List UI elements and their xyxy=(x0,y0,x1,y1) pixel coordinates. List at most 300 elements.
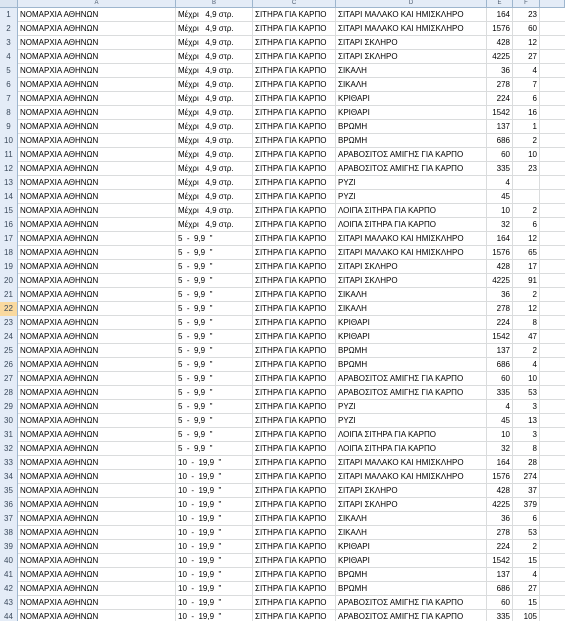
cell-b[interactable]: Μέχρι 4,9 στρ. xyxy=(176,134,253,147)
cell-e[interactable]: 1542 xyxy=(487,106,513,119)
cell-f[interactable]: 15 xyxy=(513,554,540,567)
cell-c[interactable]: ΣΙΤΗΡΑ ΓΙΑ ΚΑΡΠΟ xyxy=(253,568,336,581)
cell-d[interactable]: ΡΥΖΙ xyxy=(336,176,487,189)
cell-a[interactable]: ΝΟΜΑΡΧΙΑ ΑΘΗΝΩΝ xyxy=(18,526,176,539)
cell-e[interactable]: 1576 xyxy=(487,470,513,483)
row-number[interactable]: 37 xyxy=(0,512,18,526)
cell-g[interactable] xyxy=(540,232,565,245)
cell-b[interactable]: 5 - 9,9 " xyxy=(176,288,253,301)
cell-g[interactable] xyxy=(540,344,565,357)
cell-b[interactable]: 10 - 19,9 " xyxy=(176,470,253,483)
cell-f[interactable]: 15 xyxy=(513,596,540,609)
cell-f[interactable]: 65 xyxy=(513,246,540,259)
cell-e[interactable]: 686 xyxy=(487,582,513,595)
cell-a[interactable]: ΝΟΜΑΡΧΙΑ ΑΘΗΝΩΝ xyxy=(18,456,176,469)
cell-e[interactable]: 45 xyxy=(487,414,513,427)
cell-f[interactable]: 2 xyxy=(513,134,540,147)
cell-g[interactable] xyxy=(540,582,565,595)
cell-f[interactable]: 28 xyxy=(513,456,540,469)
cell-a[interactable]: ΝΟΜΑΡΧΙΑ ΑΘΗΝΩΝ xyxy=(18,540,176,553)
row-number[interactable]: 12 xyxy=(0,162,18,176)
cell-b[interactable]: 5 - 9,9 " xyxy=(176,302,253,315)
cell-g[interactable] xyxy=(540,456,565,469)
cell-d[interactable]: ΒΡΩΜΗ xyxy=(336,134,487,147)
cell-e[interactable]: 164 xyxy=(487,8,513,21)
cell-d[interactable]: ΒΡΩΜΗ xyxy=(336,582,487,595)
cell-b[interactable]: 5 - 9,9 " xyxy=(176,232,253,245)
cell-e[interactable]: 428 xyxy=(487,260,513,273)
cell-b[interactable]: 5 - 9,9 " xyxy=(176,372,253,385)
row-number[interactable]: 28 xyxy=(0,386,18,400)
cell-c[interactable]: ΣΙΤΗΡΑ ΓΙΑ ΚΑΡΠΟ xyxy=(253,414,336,427)
column-header-b[interactable]: B xyxy=(176,0,253,7)
cell-b[interactable]: 5 - 9,9 " xyxy=(176,316,253,329)
cell-d[interactable]: ΛΟΙΠΑ ΣΙΤΗΡΑ ΓΙΑ ΚΑΡΠΟ xyxy=(336,428,487,441)
cell-c[interactable]: ΣΙΤΗΡΑ ΓΙΑ ΚΑΡΠΟ xyxy=(253,316,336,329)
cell-f[interactable]: 47 xyxy=(513,330,540,343)
cell-e[interactable]: 1542 xyxy=(487,330,513,343)
cell-e[interactable]: 36 xyxy=(487,64,513,77)
row-number[interactable]: 29 xyxy=(0,400,18,414)
cell-c[interactable]: ΣΙΤΗΡΑ ΓΙΑ ΚΑΡΠΟ xyxy=(253,344,336,357)
cell-c[interactable]: ΣΙΤΗΡΑ ΓΙΑ ΚΑΡΠΟ xyxy=(253,78,336,91)
cell-a[interactable]: ΝΟΜΑΡΧΙΑ ΑΘΗΝΩΝ xyxy=(18,428,176,441)
cell-e[interactable]: 686 xyxy=(487,134,513,147)
cell-c[interactable]: ΣΙΤΗΡΑ ΓΙΑ ΚΑΡΠΟ xyxy=(253,204,336,217)
cell-d[interactable]: ΣΙΚΑΛΗ xyxy=(336,302,487,315)
column-header-d[interactable]: D xyxy=(336,0,487,7)
cell-f[interactable]: 27 xyxy=(513,50,540,63)
row-number[interactable]: 8 xyxy=(0,106,18,120)
cell-c[interactable]: ΣΙΤΗΡΑ ΓΙΑ ΚΑΡΠΟ xyxy=(253,274,336,287)
cell-g[interactable] xyxy=(540,162,565,175)
cell-e[interactable]: 1542 xyxy=(487,554,513,567)
cell-f[interactable]: 8 xyxy=(513,316,540,329)
cell-a[interactable]: ΝΟΜΑΡΧΙΑ ΑΘΗΝΩΝ xyxy=(18,190,176,203)
cell-f[interactable]: 3 xyxy=(513,428,540,441)
cell-d[interactable]: ΒΡΩΜΗ xyxy=(336,358,487,371)
cell-e[interactable]: 335 xyxy=(487,610,513,621)
cell-c[interactable]: ΣΙΤΗΡΑ ΓΙΑ ΚΑΡΠΟ xyxy=(253,218,336,231)
cell-e[interactable]: 32 xyxy=(487,442,513,455)
cell-b[interactable]: 5 - 9,9 " xyxy=(176,330,253,343)
row-number[interactable]: 7 xyxy=(0,92,18,106)
row-number[interactable]: 9 xyxy=(0,120,18,134)
cell-d[interactable]: ΑΡΑΒΟΣΙΤΟΣ ΑΜΙΓΗΣ ΓΙΑ ΚΑΡΠΟ xyxy=(336,596,487,609)
column-header-f[interactable]: F xyxy=(513,0,540,7)
cell-b[interactable]: Μέχρι 4,9 στρ. xyxy=(176,190,253,203)
cell-a[interactable]: ΝΟΜΑΡΧΙΑ ΑΘΗΝΩΝ xyxy=(18,260,176,273)
cell-b[interactable]: Μέχρι 4,9 στρ. xyxy=(176,36,253,49)
cell-d[interactable]: ΣΙΚΑΛΗ xyxy=(336,288,487,301)
cell-f[interactable]: 8 xyxy=(513,442,540,455)
row-number[interactable]: 6 xyxy=(0,78,18,92)
cell-g[interactable] xyxy=(540,204,565,217)
cell-g[interactable] xyxy=(540,568,565,581)
cell-e[interactable]: 4225 xyxy=(487,498,513,511)
cell-f[interactable]: 16 xyxy=(513,106,540,119)
cell-e[interactable]: 4225 xyxy=(487,50,513,63)
cell-e[interactable]: 4 xyxy=(487,176,513,189)
cell-g[interactable] xyxy=(540,246,565,259)
cell-d[interactable]: ΣΙΤΑΡΙ ΣΚΛΗΡΟ xyxy=(336,498,487,511)
cell-c[interactable]: ΣΙΤΗΡΑ ΓΙΑ ΚΑΡΠΟ xyxy=(253,596,336,609)
cell-g[interactable] xyxy=(540,92,565,105)
cell-b[interactable]: Μέχρι 4,9 στρ. xyxy=(176,218,253,231)
cell-e[interactable]: 137 xyxy=(487,568,513,581)
row-number[interactable]: 21 xyxy=(0,288,18,302)
cell-e[interactable]: 278 xyxy=(487,526,513,539)
row-number[interactable]: 22 xyxy=(0,302,18,316)
cell-g[interactable] xyxy=(540,554,565,567)
cell-c[interactable]: ΣΙΤΗΡΑ ΓΙΑ ΚΑΡΠΟ xyxy=(253,554,336,567)
cell-g[interactable] xyxy=(540,64,565,77)
row-number[interactable]: 3 xyxy=(0,36,18,50)
cell-a[interactable]: ΝΟΜΑΡΧΙΑ ΑΘΗΝΩΝ xyxy=(18,120,176,133)
row-number[interactable]: 25 xyxy=(0,344,18,358)
cell-g[interactable] xyxy=(540,498,565,511)
cell-f[interactable]: 4 xyxy=(513,358,540,371)
cell-d[interactable]: ΣΙΤΑΡΙ ΣΚΛΗΡΟ xyxy=(336,274,487,287)
row-number[interactable]: 30 xyxy=(0,414,18,428)
cell-f[interactable]: 1 xyxy=(513,120,540,133)
row-number[interactable]: 4 xyxy=(0,50,18,64)
cell-e[interactable]: 428 xyxy=(487,36,513,49)
cell-d[interactable]: ΑΡΑΒΟΣΙΤΟΣ ΑΜΙΓΗΣ ΓΙΑ ΚΑΡΠΟ xyxy=(336,162,487,175)
cell-f[interactable]: 12 xyxy=(513,302,540,315)
cell-f[interactable]: 2 xyxy=(513,540,540,553)
cell-g[interactable] xyxy=(540,400,565,413)
cell-g[interactable] xyxy=(540,302,565,315)
cell-d[interactable]: ΣΙΤΑΡΙ ΣΚΛΗΡΟ xyxy=(336,484,487,497)
cell-b[interactable]: 10 - 19,9 " xyxy=(176,526,253,539)
cell-b[interactable]: Μέχρι 4,9 στρ. xyxy=(176,106,253,119)
cell-f[interactable]: 10 xyxy=(513,372,540,385)
cell-f[interactable]: 12 xyxy=(513,232,540,245)
row-number[interactable]: 31 xyxy=(0,428,18,442)
cell-c[interactable]: ΣΙΤΗΡΑ ΓΙΑ ΚΑΡΠΟ xyxy=(253,582,336,595)
cell-c[interactable]: ΣΙΤΗΡΑ ΓΙΑ ΚΑΡΠΟ xyxy=(253,8,336,21)
cell-c[interactable]: ΣΙΤΗΡΑ ΓΙΑ ΚΑΡΠΟ xyxy=(253,540,336,553)
cell-a[interactable]: ΝΟΜΑΡΧΙΑ ΑΘΗΝΩΝ xyxy=(18,148,176,161)
cell-c[interactable]: ΣΙΤΗΡΑ ΓΙΑ ΚΑΡΠΟ xyxy=(253,50,336,63)
cell-e[interactable]: 164 xyxy=(487,232,513,245)
cell-f[interactable]: 2 xyxy=(513,344,540,357)
cell-g[interactable] xyxy=(540,470,565,483)
row-number[interactable]: 14 xyxy=(0,190,18,204)
cell-b[interactable]: 10 - 19,9 " xyxy=(176,456,253,469)
cell-g[interactable] xyxy=(540,610,565,621)
cell-c[interactable]: ΣΙΤΗΡΑ ΓΙΑ ΚΑΡΠΟ xyxy=(253,22,336,35)
row-number[interactable]: 18 xyxy=(0,246,18,260)
row-number[interactable]: 10 xyxy=(0,134,18,148)
cell-d[interactable]: ΣΙΚΑΛΗ xyxy=(336,78,487,91)
cell-e[interactable]: 1576 xyxy=(487,246,513,259)
cell-a[interactable]: ΝΟΜΑΡΧΙΑ ΑΘΗΝΩΝ xyxy=(18,64,176,77)
cell-c[interactable]: ΣΙΤΗΡΑ ΓΙΑ ΚΑΡΠΟ xyxy=(253,106,336,119)
cell-c[interactable]: ΣΙΤΗΡΑ ΓΙΑ ΚΑΡΠΟ xyxy=(253,162,336,175)
cell-g[interactable] xyxy=(540,50,565,63)
cell-a[interactable]: ΝΟΜΑΡΧΙΑ ΑΘΗΝΩΝ xyxy=(18,498,176,511)
cell-c[interactable]: ΣΙΤΗΡΑ ΓΙΑ ΚΑΡΠΟ xyxy=(253,330,336,343)
cell-b[interactable]: Μέχρι 4,9 στρ. xyxy=(176,120,253,133)
row-number[interactable]: 1 xyxy=(0,8,18,22)
cell-e[interactable]: 428 xyxy=(487,484,513,497)
row-number[interactable]: 23 xyxy=(0,316,18,330)
cell-d[interactable]: ΣΙΤΑΡΙ ΜΑΛΑΚΟ ΚΑΙ ΗΜΙΣΚΛΗΡΟ xyxy=(336,246,487,259)
cell-g[interactable] xyxy=(540,540,565,553)
cell-g[interactable] xyxy=(540,36,565,49)
cell-f[interactable] xyxy=(513,176,540,189)
cell-c[interactable]: ΣΙΤΗΡΑ ΓΙΑ ΚΑΡΠΟ xyxy=(253,386,336,399)
cell-d[interactable]: ΛΟΙΠΑ ΣΙΤΗΡΑ ΓΙΑ ΚΑΡΠΟ xyxy=(336,204,487,217)
cell-a[interactable]: ΝΟΜΑΡΧΙΑ ΑΘΗΝΩΝ xyxy=(18,162,176,175)
cell-f[interactable]: 6 xyxy=(513,512,540,525)
cell-b[interactable]: 10 - 19,9 " xyxy=(176,568,253,581)
cell-f[interactable]: 6 xyxy=(513,218,540,231)
cell-f[interactable]: 53 xyxy=(513,526,540,539)
row-number[interactable]: 2 xyxy=(0,22,18,36)
cell-f[interactable]: 53 xyxy=(513,386,540,399)
row-number[interactable]: 35 xyxy=(0,484,18,498)
cell-d[interactable]: ΣΙΤΑΡΙ ΜΑΛΑΚΟ ΚΑΙ ΗΜΙΣΚΛΗΡΟ xyxy=(336,8,487,21)
cell-e[interactable]: 224 xyxy=(487,92,513,105)
cell-a[interactable]: ΝΟΜΑΡΧΙΑ ΑΘΗΝΩΝ xyxy=(18,36,176,49)
cell-a[interactable]: ΝΟΜΑΡΧΙΑ ΑΘΗΝΩΝ xyxy=(18,554,176,567)
cell-f[interactable]: 379 xyxy=(513,498,540,511)
row-number[interactable]: 42 xyxy=(0,582,18,596)
row-number[interactable]: 40 xyxy=(0,554,18,568)
cell-b[interactable]: 10 - 19,9 " xyxy=(176,540,253,553)
cell-a[interactable]: ΝΟΜΑΡΧΙΑ ΑΘΗΝΩΝ xyxy=(18,316,176,329)
row-number[interactable]: 16 xyxy=(0,218,18,232)
row-number[interactable]: 32 xyxy=(0,442,18,456)
cell-b[interactable]: Μέχρι 4,9 στρ. xyxy=(176,162,253,175)
cell-b[interactable]: Μέχρι 4,9 στρ. xyxy=(176,64,253,77)
cell-c[interactable]: ΣΙΤΗΡΑ ΓΙΑ ΚΑΡΠΟ xyxy=(253,288,336,301)
cell-e[interactable]: 335 xyxy=(487,386,513,399)
cell-c[interactable]: ΣΙΤΗΡΑ ΓΙΑ ΚΑΡΠΟ xyxy=(253,246,336,259)
cell-d[interactable]: ΣΙΚΑΛΗ xyxy=(336,64,487,77)
cell-a[interactable]: ΝΟΜΑΡΧΙΑ ΑΘΗΝΩΝ xyxy=(18,288,176,301)
cell-g[interactable] xyxy=(540,134,565,147)
cell-c[interactable]: ΣΙΤΗΡΑ ΓΙΑ ΚΑΡΠΟ xyxy=(253,120,336,133)
cell-f[interactable]: 274 xyxy=(513,470,540,483)
cell-f[interactable]: 2 xyxy=(513,204,540,217)
cell-b[interactable]: 10 - 19,9 " xyxy=(176,498,253,511)
cell-c[interactable]: ΣΙΤΗΡΑ ΓΙΑ ΚΑΡΠΟ xyxy=(253,400,336,413)
cell-b[interactable]: 5 - 9,9 " xyxy=(176,442,253,455)
cell-a[interactable]: ΝΟΜΑΡΧΙΑ ΑΘΗΝΩΝ xyxy=(18,8,176,21)
cell-g[interactable] xyxy=(540,316,565,329)
cell-f[interactable]: 60 xyxy=(513,22,540,35)
cell-b[interactable]: 10 - 19,9 " xyxy=(176,484,253,497)
cell-g[interactable] xyxy=(540,386,565,399)
cell-b[interactable]: 5 - 9,9 " xyxy=(176,344,253,357)
cell-d[interactable]: ΚΡΙΘΑΡΙ xyxy=(336,330,487,343)
cell-c[interactable]: ΣΙΤΗΡΑ ΓΙΑ ΚΑΡΠΟ xyxy=(253,358,336,371)
cell-b[interactable]: 10 - 19,9 " xyxy=(176,582,253,595)
cell-a[interactable]: ΝΟΜΑΡΧΙΑ ΑΘΗΝΩΝ xyxy=(18,218,176,231)
cell-f[interactable]: 12 xyxy=(513,36,540,49)
cell-f[interactable]: 13 xyxy=(513,414,540,427)
cell-a[interactable]: ΝΟΜΑΡΧΙΑ ΑΘΗΝΩΝ xyxy=(18,344,176,357)
cell-b[interactable]: 5 - 9,9 " xyxy=(176,246,253,259)
cell-d[interactable]: ΚΡΙΘΑΡΙ xyxy=(336,554,487,567)
cell-b[interactable]: 5 - 9,9 " xyxy=(176,358,253,371)
row-number[interactable]: 15 xyxy=(0,204,18,218)
cell-d[interactable]: ΑΡΑΒΟΣΙΤΟΣ ΑΜΙΓΗΣ ΓΙΑ ΚΑΡΠΟ xyxy=(336,372,487,385)
row-number[interactable]: 17 xyxy=(0,232,18,246)
cell-c[interactable]: ΣΙΤΗΡΑ ΓΙΑ ΚΑΡΠΟ xyxy=(253,64,336,77)
column-header-g[interactable] xyxy=(540,0,565,7)
cell-g[interactable] xyxy=(540,512,565,525)
cell-b[interactable]: Μέχρι 4,9 στρ. xyxy=(176,176,253,189)
cell-e[interactable]: 36 xyxy=(487,288,513,301)
cell-a[interactable]: ΝΟΜΑΡΧΙΑ ΑΘΗΝΩΝ xyxy=(18,274,176,287)
cell-f[interactable]: 2 xyxy=(513,288,540,301)
cell-f[interactable]: 37 xyxy=(513,484,540,497)
cell-a[interactable]: ΝΟΜΑΡΧΙΑ ΑΘΗΝΩΝ xyxy=(18,414,176,427)
cell-d[interactable]: ΣΙΤΑΡΙ ΜΑΛΑΚΟ ΚΑΙ ΗΜΙΣΚΛΗΡΟ xyxy=(336,22,487,35)
cell-b[interactable]: Μέχρι 4,9 στρ. xyxy=(176,148,253,161)
cell-g[interactable] xyxy=(540,274,565,287)
cell-e[interactable]: 224 xyxy=(487,540,513,553)
cell-d[interactable]: ΣΙΤΑΡΙ ΣΚΛΗΡΟ xyxy=(336,36,487,49)
cell-e[interactable]: 1576 xyxy=(487,22,513,35)
cell-c[interactable]: ΣΙΤΗΡΑ ΓΙΑ ΚΑΡΠΟ xyxy=(253,456,336,469)
cell-c[interactable]: ΣΙΤΗΡΑ ΓΙΑ ΚΑΡΠΟ xyxy=(253,148,336,161)
row-number[interactable]: 26 xyxy=(0,358,18,372)
cell-d[interactable]: ΣΙΤΑΡΙ ΣΚΛΗΡΟ xyxy=(336,260,487,273)
cell-a[interactable]: ΝΟΜΑΡΧΙΑ ΑΘΗΝΩΝ xyxy=(18,106,176,119)
cell-c[interactable]: ΣΙΤΗΡΑ ΓΙΑ ΚΑΡΠΟ xyxy=(253,442,336,455)
cell-a[interactable]: ΝΟΜΑΡΧΙΑ ΑΘΗΝΩΝ xyxy=(18,358,176,371)
cell-b[interactable]: 5 - 9,9 " xyxy=(176,414,253,427)
cell-b[interactable]: 5 - 9,9 " xyxy=(176,428,253,441)
cell-e[interactable]: 60 xyxy=(487,596,513,609)
cell-b[interactable]: Μέχρι 4,9 στρ. xyxy=(176,78,253,91)
cell-g[interactable] xyxy=(540,414,565,427)
row-number[interactable]: 34 xyxy=(0,470,18,484)
cell-g[interactable] xyxy=(540,148,565,161)
cell-d[interactable]: ΑΡΑΒΟΣΙΤΟΣ ΑΜΙΓΗΣ ΓΙΑ ΚΑΡΠΟ xyxy=(336,386,487,399)
cell-c[interactable]: ΣΙΤΗΡΑ ΓΙΑ ΚΑΡΠΟ xyxy=(253,260,336,273)
cell-e[interactable]: 137 xyxy=(487,344,513,357)
cell-e[interactable]: 164 xyxy=(487,456,513,469)
cell-d[interactable]: ΣΙΚΑΛΗ xyxy=(336,512,487,525)
cell-d[interactable]: ΒΡΩΜΗ xyxy=(336,344,487,357)
column-header-c[interactable]: C xyxy=(253,0,336,7)
row-number[interactable]: 36 xyxy=(0,498,18,512)
cell-e[interactable]: 224 xyxy=(487,316,513,329)
cell-f[interactable]: 23 xyxy=(513,8,540,21)
cell-a[interactable]: ΝΟΜΑΡΧΙΑ ΑΘΗΝΩΝ xyxy=(18,78,176,91)
cell-a[interactable]: ΝΟΜΑΡΧΙΑ ΑΘΗΝΩΝ xyxy=(18,400,176,413)
cell-d[interactable]: ΒΡΩΜΗ xyxy=(336,568,487,581)
cell-c[interactable]: ΣΙΤΗΡΑ ΓΙΑ ΚΑΡΠΟ xyxy=(253,232,336,245)
cell-f[interactable]: 27 xyxy=(513,582,540,595)
cell-g[interactable] xyxy=(540,106,565,119)
cell-b[interactable]: Μέχρι 4,9 στρ. xyxy=(176,22,253,35)
cell-e[interactable]: 4 xyxy=(487,400,513,413)
cell-e[interactable]: 36 xyxy=(487,512,513,525)
cell-c[interactable]: ΣΙΤΗΡΑ ΓΙΑ ΚΑΡΠΟ xyxy=(253,484,336,497)
row-number[interactable]: 20 xyxy=(0,274,18,288)
cell-a[interactable]: ΝΟΜΑΡΧΙΑ ΑΘΗΝΩΝ xyxy=(18,50,176,63)
cell-f[interactable]: 23 xyxy=(513,162,540,175)
cell-d[interactable]: ΚΡΙΘΑΡΙ xyxy=(336,92,487,105)
cell-f[interactable]: 105 xyxy=(513,610,540,621)
cell-c[interactable]: ΣΙΤΗΡΑ ΓΙΑ ΚΑΡΠΟ xyxy=(253,134,336,147)
row-number[interactable]: 27 xyxy=(0,372,18,386)
row-number[interactable]: 11 xyxy=(0,148,18,162)
cell-c[interactable]: ΣΙΤΗΡΑ ΓΙΑ ΚΑΡΠΟ xyxy=(253,610,336,621)
cell-f[interactable]: 3 xyxy=(513,400,540,413)
cell-d[interactable]: ΣΙΤΑΡΙ ΜΑΛΑΚΟ ΚΑΙ ΗΜΙΣΚΛΗΡΟ xyxy=(336,470,487,483)
cell-a[interactable]: ΝΟΜΑΡΧΙΑ ΑΘΗΝΩΝ xyxy=(18,22,176,35)
cell-g[interactable] xyxy=(540,526,565,539)
cell-d[interactable]: ΡΥΖΙ xyxy=(336,414,487,427)
cell-f[interactable]: 10 xyxy=(513,148,540,161)
cell-g[interactable] xyxy=(540,8,565,21)
cell-g[interactable] xyxy=(540,78,565,91)
cell-a[interactable]: ΝΟΜΑΡΧΙΑ ΑΘΗΝΩΝ xyxy=(18,92,176,105)
cell-b[interactable]: Μέχρι 4,9 στρ. xyxy=(176,92,253,105)
cell-d[interactable]: ΣΙΤΑΡΙ ΣΚΛΗΡΟ xyxy=(336,50,487,63)
column-header-a[interactable]: A xyxy=(18,0,176,7)
cell-f[interactable]: 4 xyxy=(513,64,540,77)
cell-g[interactable] xyxy=(540,358,565,371)
cell-c[interactable]: ΣΙΤΗΡΑ ΓΙΑ ΚΑΡΠΟ xyxy=(253,176,336,189)
cell-a[interactable]: ΝΟΜΑΡΧΙΑ ΑΘΗΝΩΝ xyxy=(18,372,176,385)
cell-e[interactable]: 10 xyxy=(487,204,513,217)
cell-f[interactable]: 17 xyxy=(513,260,540,273)
cell-b[interactable]: 5 - 9,9 " xyxy=(176,274,253,287)
cell-a[interactable]: ΝΟΜΑΡΧΙΑ ΑΘΗΝΩΝ xyxy=(18,302,176,315)
row-number[interactable]: 38 xyxy=(0,526,18,540)
cell-c[interactable]: ΣΙΤΗΡΑ ΓΙΑ ΚΑΡΠΟ xyxy=(253,36,336,49)
cell-a[interactable]: ΝΟΜΑΡΧΙΑ ΑΘΗΝΩΝ xyxy=(18,582,176,595)
cell-g[interactable] xyxy=(540,260,565,273)
cell-g[interactable] xyxy=(540,484,565,497)
cell-c[interactable]: ΣΙΤΗΡΑ ΓΙΑ ΚΑΡΠΟ xyxy=(253,302,336,315)
cell-c[interactable]: ΣΙΤΗΡΑ ΓΙΑ ΚΑΡΠΟ xyxy=(253,372,336,385)
cell-b[interactable]: 10 - 19,9 " xyxy=(176,610,253,621)
column-header-e[interactable]: E xyxy=(487,0,513,7)
cell-b[interactable]: 10 - 19,9 " xyxy=(176,512,253,525)
cell-d[interactable]: ΡΥΖΙ xyxy=(336,400,487,413)
cell-d[interactable]: ΒΡΩΜΗ xyxy=(336,120,487,133)
cell-b[interactable]: 5 - 9,9 " xyxy=(176,260,253,273)
cell-g[interactable] xyxy=(540,428,565,441)
cell-a[interactable]: ΝΟΜΑΡΧΙΑ ΑΘΗΝΩΝ xyxy=(18,442,176,455)
cell-a[interactable]: ΝΟΜΑΡΧΙΑ ΑΘΗΝΩΝ xyxy=(18,386,176,399)
cell-d[interactable]: ΣΙΚΑΛΗ xyxy=(336,526,487,539)
cell-d[interactable]: ΛΟΙΠΑ ΣΙΤΗΡΑ ΓΙΑ ΚΑΡΠΟ xyxy=(336,442,487,455)
row-number[interactable]: 39 xyxy=(0,540,18,554)
cell-b[interactable]: Μέχρι 4,9 στρ. xyxy=(176,204,253,217)
cell-g[interactable] xyxy=(540,288,565,301)
cell-d[interactable]: ΑΡΑΒΟΣΙΤΟΣ ΑΜΙΓΗΣ ΓΙΑ ΚΑΡΠΟ xyxy=(336,610,487,621)
cell-b[interactable]: Μέχρι 4,9 στρ. xyxy=(176,8,253,21)
cell-e[interactable]: 45 xyxy=(487,190,513,203)
cell-g[interactable] xyxy=(540,120,565,133)
cell-a[interactable]: ΝΟΜΑΡΧΙΑ ΑΘΗΝΩΝ xyxy=(18,512,176,525)
cell-a[interactable]: ΝΟΜΑΡΧΙΑ ΑΘΗΝΩΝ xyxy=(18,246,176,259)
cell-d[interactable]: ΣΙΤΑΡΙ ΜΑΛΑΚΟ ΚΑΙ ΗΜΙΣΚΛΗΡΟ xyxy=(336,232,487,245)
cell-d[interactable]: ΡΥΖΙ xyxy=(336,190,487,203)
